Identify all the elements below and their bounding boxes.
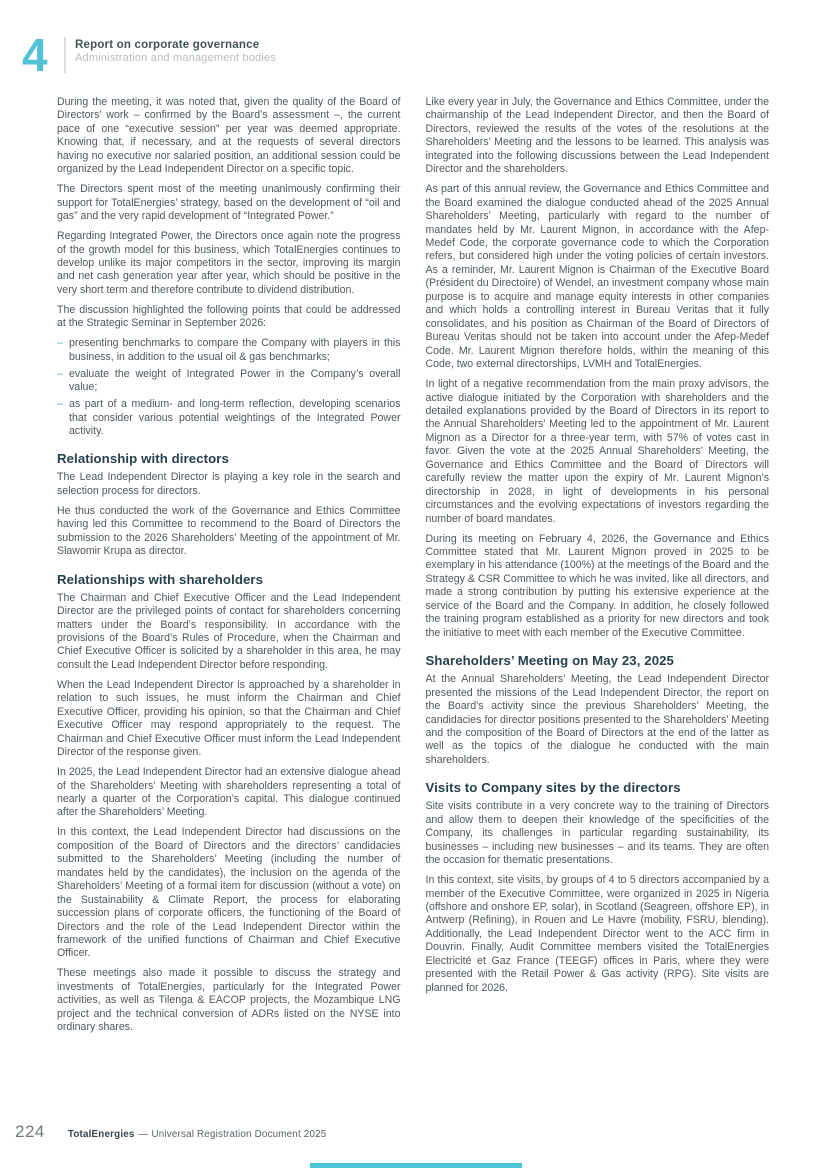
header-text-block	[75, 33, 276, 65]
dash-bullet-icon: –	[57, 337, 63, 350]
paragraph: The discussion highlighted the following points that could be addressed at the Strategic Seminar in September 2026:	[57, 303, 401, 330]
page-number: 224	[15, 1122, 45, 1141]
list-item	[57, 398, 401, 438]
section-heading: Shareholders’ Meeting on May 23, 2025	[425, 653, 674, 669]
page-footer	[15, 1122, 326, 1142]
list-item-text: as part of a medium- and long-term reflection, developing scenarios that consider various potential weightings of the Integrated Power activity.	[69, 398, 401, 437]
paragraph: Site visits contribute in a very concrete way to the training of Directors and allow them to deepen their knowledge of the specificities of the Company, its challenges in particular regarding sustainability, its businesses – including new businesses – and its teams. They are often the occasion for thematic presentations.	[425, 800, 769, 867]
paragraph: These meetings also made it possible to discuss the strategy and investments of TotalEnergies, particularly for the Integrated Power activities, as well as Tilenga & EACOP projects, the Mozambique LNG project and the technical conversion of ADRs listed on the NYSE into ordinary shares.	[57, 967, 401, 1034]
right-column	[426, 96, 770, 1041]
dash-bullet-icon: –	[57, 367, 63, 380]
paragraph: The Lead Independent Director is playing a key role in the search and selection process for directors.	[57, 471, 401, 497]
list-item-text: presenting benchmarks to compare the Company with players in this business, in addition to the usual oil & gas benchmarks;	[69, 337, 401, 363]
list-item-text: evaluate the weight of Integrated Power in the Company’s overall value;	[69, 367, 401, 394]
header-divider	[64, 37, 66, 73]
section-heading: Visits to Company sites by the directors	[425, 780, 681, 796]
paragraph: In light of a negative recommendation from the main proxy advisors, the active dialogue initiated by the Corporation with shareholders and the detailed explanations provided by the Board of Directors in its report to the Annual Shareholders’ Meeting led to the appointment of Mr. Laurent Mignon as a Director for a three-year term, with 57% of votes cast in favor. Given the vote at the 2025 Annual Shareholders’ Meeting, the Governance and Ethics Committee and the Board of Directors will carefully review the matter upon the expiry of Mr. Laurent Mignon’s directorship in 2028, in light of developments in his personal circumstances and the evolving expectations of investors regarding the number of board mandates.	[425, 378, 769, 525]
paragraph: When the Lead Independent Director is approached by a shareholder in relation to such issues, he must inform the Chairman and Chief Executive Officer, providing his opinion, so that the Chairman and Chief Executive Officer may respond appropriately to the request. The Chairman and Chief Executive Officer must inform the Lead Independent Director of the response given.	[57, 678, 401, 759]
section-heading: Relationships with shareholders	[57, 571, 264, 587]
footer-doc-title: — Universal Registration Document 2025	[138, 1129, 327, 1140]
paragraph: The Chairman and Chief Executive Officer and the Lead Independent Director are the privileged points of contact for shareholders concerning matters under the Board’s responsibility. In accordance with the provisions of the Board’s Rules of Procedure, when the Chairman and Chief Executive Officer is solicited by a shareholder in this area, he may consult the Lead Independent Director before responding.	[57, 591, 401, 671]
paragraph: Like every year in July, the Governance and Ethics Committee, under the chairmanship of the Lead Independent Director, and then the Board of Directors, reviewed the results of the votes of the resolutions at the Shareholders’ Meeting and the lessons to be learned. This analysis was integrated into the following discussions between the Lead Independent Director and the shareholders.	[425, 96, 769, 176]
two-column-body	[57, 96, 769, 1041]
dash-bullet-icon: –	[57, 398, 63, 411]
paragraph: In this context, the Lead Independent Director had discussions on the composition of the Board of Directors and the directors’ candidacies submitted to the Shareholders’ Meeting (including the number of mandates held by the candidates), the inclusion on the agenda of the Shareholders’ Meeting of a formal item for discussion (without a vote) on the Sustainability & Climate Report, the process for elaborating succession plans of corporate officers, the functioning of the Board of Directors and the role of the Lead Independent Director within the framework of the unified functions of Chairman and Chief Executive Officer.	[57, 826, 401, 960]
chapter-number: 4	[22, 29, 47, 81]
paragraph: The Directors spent most of the meeting unanimously confirming their support for TotalEnergies’ strategy, based on the development of “oil and gas” and the very rapid development of “Integrated Power.”	[57, 183, 401, 223]
paragraph: During the meeting, it was noted that, given the quality of the Board of Directors’ work – confirmed by the Board’s assessment –, the current pace of one “executive session” per year was deemed appropriate. Knowing that, if necessary, and at the requests of several directors having no executive nor salaried position, an additional session could be organized by the Lead Independent Director on a specific topic.	[57, 96, 401, 176]
list-item	[57, 368, 401, 395]
paragraph: Regarding Integrated Power, the Directors once again note the progress of the growth model for this business, which TotalEnergies continues to develop unlike its major competitors in the sector, improving its margin and net cash generation year after year, which should be positive in the very short term and therefore contribute to dividend distribution.	[57, 230, 401, 296]
list-item	[57, 337, 401, 364]
dash-list	[57, 337, 401, 438]
paragraph: In 2025, the Lead Independent Director had an extensive dialogue ahead of the Shareholders’ Meeting with shareholders representing a total of nearly a quarter of the Corporation’s capital. This dialogue continued after the Shareholders’ Meeting.	[57, 766, 401, 819]
header-title: Report on corporate governance	[75, 39, 260, 51]
header-subtitle: Administration and management bodies	[75, 52, 277, 64]
bottom-accent-bar	[310, 1163, 522, 1168]
section-heading: Relationship with directors	[57, 451, 229, 467]
paragraph: During its meeting on February 4, 2026, the Governance and Ethics Committee stated that Mr. Laurent Mignon proved in 2025 to be exemplary in his attendance (100%) at the meetings of the Board and the Strategy & CSR Committee to which he was invited, like all directors, and made a strong contribution by putting his extensive experience at the service of the Board and the Company. In addition, he closely followed the training program established as a priority for new directors and took the initiative to meet with each member of the Executive Committee.	[425, 532, 769, 639]
paragraph: He thus conducted the work of the Governance and Ethics Committee having led this Committee to recommend to the Board of Directors the submission to the 2026 Shareholders’ Meeting of the appointment of Mr. Slawomir Krupa as director.	[57, 504, 401, 558]
paragraph: At the Annual Shareholders’ Meeting, the Lead Independent Director presented the missions of the Lead Independent Director, the report on the Board’s activity since the previous Shareholders’ Meeting, the candidacies for director positions presented to the Shareholders’ Meeting and the composition of the Board of Directors at the end of the latter as well as the topics of the dialogue he conducted with the main shareholders.	[425, 673, 769, 766]
footer-brand: TotalEnergies	[67, 1129, 135, 1140]
paragraph: As part of this annual review, the Governance and Ethics Committee and the Board examined the dialogue conducted ahead of the 2025 Annual Shareholders’ Meeting, particularly with regard to the number of mandates held by Mr. Laurent Mignon, in accordance with the Afep-Medef Code, the corporate governance code to which the Corporation refers, but considered high under the voting policies of certain investors. As a reminder, Mr. Laurent Mignon is Chairman of the Executive Board (Président du Directoire) of Wendel, an investment company whose main purpose is to acquire and manage equity interests in other companies and which holds a controlling interest in Bureau Veritas that it fully consolidates, and his position as Chairman of the Board of Directors of Bureau Veritas should not be taken into account under the Afep-Medef Code. Mr. Laurent Mignon therefore holds, within the meaning of this Code, two external directorships, LVMH and TotalEnergies.	[425, 183, 769, 371]
paragraph: In this context, site visits, by groups of 4 to 5 directors accompanied by a member of the Executive Committee, were organized in 2025 in Nigeria (offshore and onshore EP, solar), in Scotland (Seagreen, offshore EP), in Antwerp (Refining), in Rouen and Le Havre (mobility, FSRU, blending). Additionally, the Lead Independent Director went to the ACC firm in Douvrin. Finally, Audit Committee members visited the TotalEnergies Electricité et Gaz France (TEEGF) offices in Paris, where they were presented with the Retail Power & Gas activity (RPG). Site visits are planned for 2026.	[425, 874, 769, 994]
left-column	[57, 96, 401, 1041]
page-header	[22, 29, 277, 81]
